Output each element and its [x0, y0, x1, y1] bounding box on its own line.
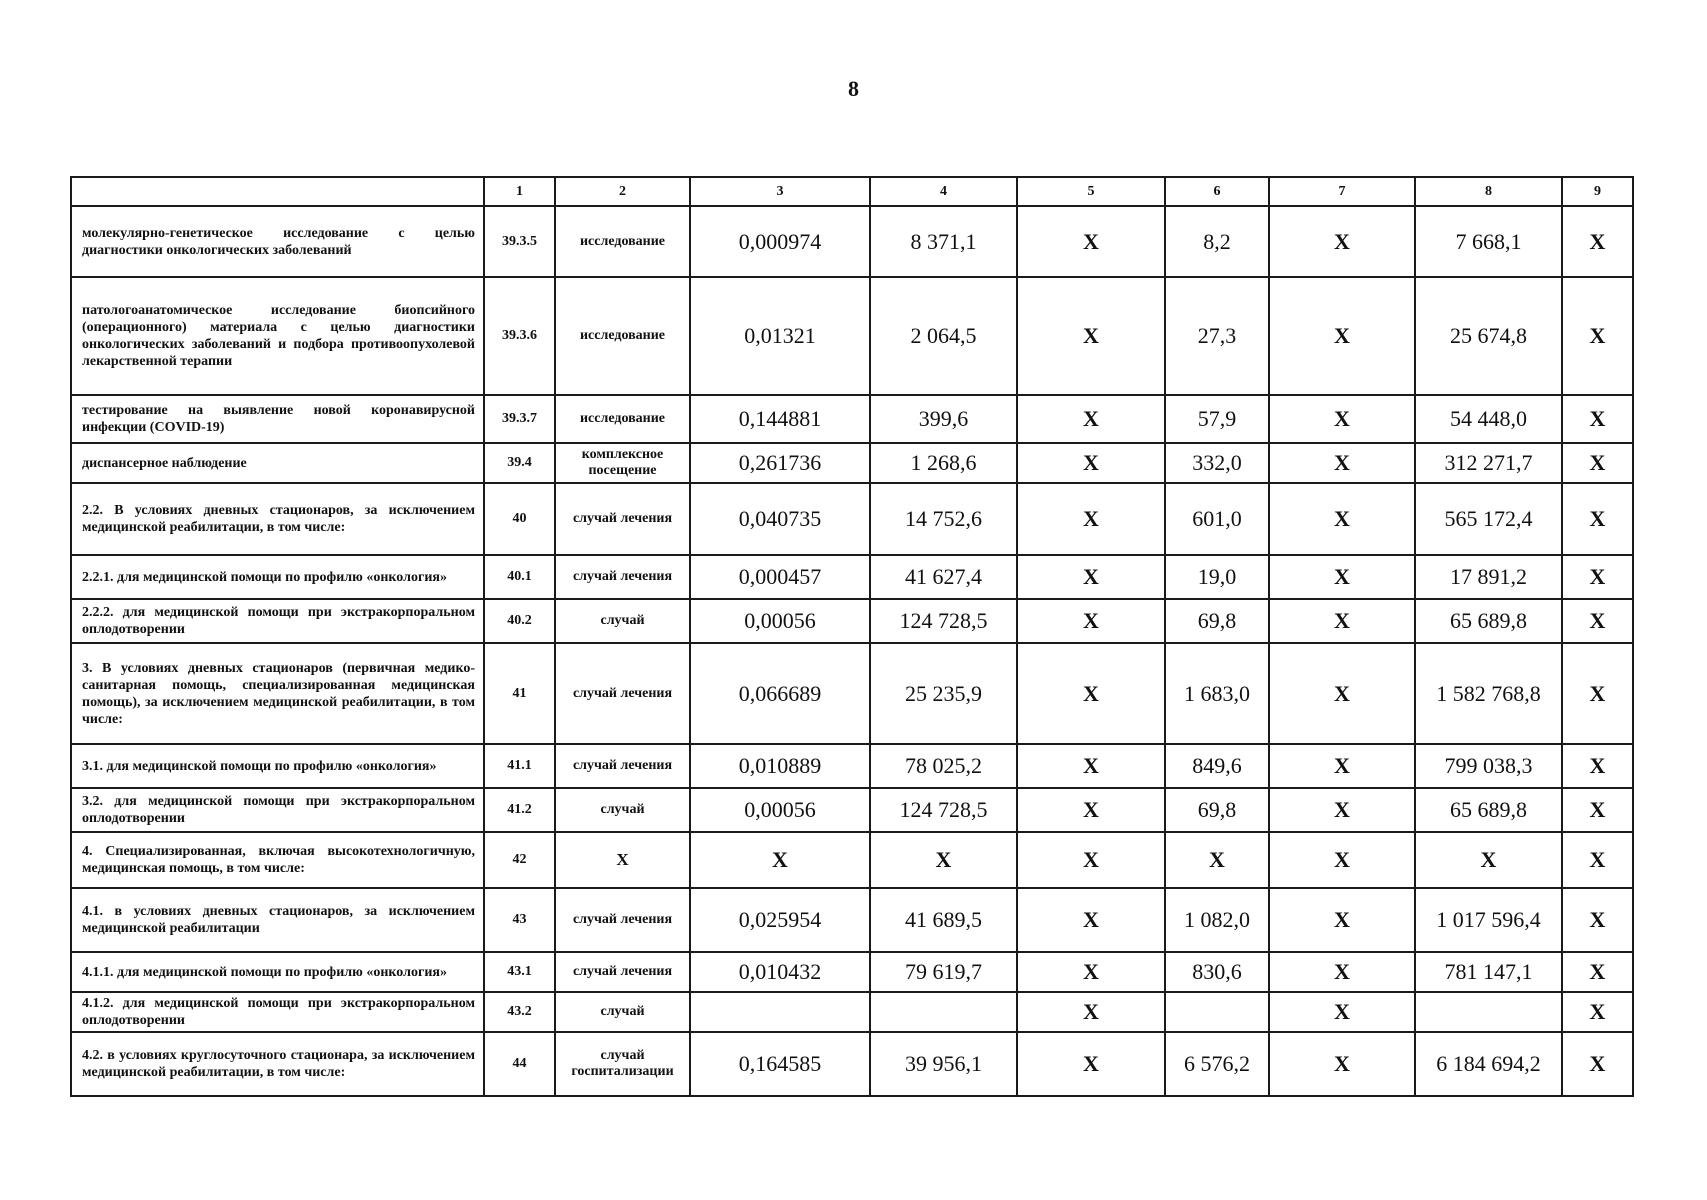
cell-code: 40.1	[484, 555, 555, 599]
cell-c8: 17 891,2	[1415, 555, 1562, 599]
cell-c6: 830,6	[1165, 952, 1269, 992]
cell-unit: случай лечения	[555, 643, 690, 744]
cell-unit: исследование	[555, 206, 690, 277]
cell-unit: исследование	[555, 395, 690, 443]
table-row	[71, 888, 1633, 952]
cell-unit: случай	[555, 788, 690, 832]
cell-c8: 312 271,7	[1415, 443, 1562, 483]
cell-c3: X	[690, 832, 870, 888]
cell-c8: 6 184 694,2	[1415, 1032, 1562, 1096]
cell-c5: X	[1017, 888, 1165, 952]
cell-unit: случай госпитализации	[555, 1032, 690, 1096]
cell-code: 39.3.6	[484, 277, 555, 395]
cell-desc: тестирование на выявление новой коронавирусной инфекции (COVID-19)	[71, 395, 484, 443]
header-cell: 7	[1269, 177, 1415, 206]
cell-c7: X	[1269, 395, 1415, 443]
cell-c4: 1 268,6	[870, 443, 1017, 483]
cell-c7: X	[1269, 992, 1415, 1032]
cell-c3: 0,010432	[690, 952, 870, 992]
cell-desc: патологоанатомическое исследование биопсийного (операционного) материала с целью диагностики онкологических заболеваний и подбора противоопухолевой лекарственной терапии	[71, 277, 484, 395]
cell-code: 40	[484, 483, 555, 555]
cell-c5: X	[1017, 992, 1165, 1032]
cell-c7: X	[1269, 744, 1415, 788]
cell-desc: 4.1.1. для медицинской помощи по профилю «онкология»	[71, 952, 484, 992]
cell-c7: X	[1269, 277, 1415, 395]
cell-c3: 0,164585	[690, 1032, 870, 1096]
table-row	[71, 992, 1633, 1032]
cell-unit: случай лечения	[555, 744, 690, 788]
cell-c7: X	[1269, 599, 1415, 643]
cell-c8	[1415, 992, 1562, 1032]
cell-c6: 69,8	[1165, 599, 1269, 643]
cell-c8: 65 689,8	[1415, 599, 1562, 643]
cell-c5: X	[1017, 483, 1165, 555]
cell-unit: случай лечения	[555, 483, 690, 555]
cell-c4: 39 956,1	[870, 1032, 1017, 1096]
cell-c9: X	[1562, 277, 1633, 395]
cell-c8: 781 147,1	[1415, 952, 1562, 992]
table-row	[71, 643, 1633, 744]
table-row	[71, 832, 1633, 888]
cell-code: 41	[484, 643, 555, 744]
cell-c9: X	[1562, 1032, 1633, 1096]
cell-c3: 0,066689	[690, 643, 870, 744]
cell-c4: 2 064,5	[870, 277, 1017, 395]
cell-c8: 7 668,1	[1415, 206, 1562, 277]
cell-unit: исследование	[555, 277, 690, 395]
cell-c7: X	[1269, 952, 1415, 992]
cell-c6: 849,6	[1165, 744, 1269, 788]
cell-c4: 124 728,5	[870, 788, 1017, 832]
cell-c9: X	[1562, 643, 1633, 744]
cell-c4: 41 689,5	[870, 888, 1017, 952]
cell-code: 43.1	[484, 952, 555, 992]
cell-c6: 57,9	[1165, 395, 1269, 443]
cell-c3: 0,261736	[690, 443, 870, 483]
cell-code: 41.2	[484, 788, 555, 832]
cell-c4: 25 235,9	[870, 643, 1017, 744]
cell-code: 39.4	[484, 443, 555, 483]
header-cell: 9	[1562, 177, 1633, 206]
cell-desc: 4.1. в условиях дневных стационаров, за исключением медицинской реабилитации	[71, 888, 484, 952]
header-cell: 4	[870, 177, 1017, 206]
cell-desc: 3.2. для медицинской помощи при экстракорпоральном оплодотворении	[71, 788, 484, 832]
cell-c9: X	[1562, 599, 1633, 643]
cell-c5: X	[1017, 277, 1165, 395]
cell-c6: 27,3	[1165, 277, 1269, 395]
cell-c3: 0,000457	[690, 555, 870, 599]
cell-desc: 2.2.1. для медицинской помощи по профилю «онкология»	[71, 555, 484, 599]
table-row	[71, 788, 1633, 832]
cell-code: 39.3.7	[484, 395, 555, 443]
table-row	[71, 744, 1633, 788]
cell-desc: 3.1. для медицинской помощи по профилю «онкология»	[71, 744, 484, 788]
page-number: 8	[848, 76, 859, 101]
cell-unit: случай лечения	[555, 888, 690, 952]
cell-c8: 54 448,0	[1415, 395, 1562, 443]
cell-c9: X	[1562, 744, 1633, 788]
table-row	[71, 443, 1633, 483]
header-cell: 2	[555, 177, 690, 206]
cell-c6: 601,0	[1165, 483, 1269, 555]
cell-c5: X	[1017, 395, 1165, 443]
cell-unit: случай	[555, 599, 690, 643]
column-number-row	[71, 177, 1633, 206]
cell-code: 41.1	[484, 744, 555, 788]
cell-c3: 0,144881	[690, 395, 870, 443]
cell-desc: диспансерное наблюдение	[71, 443, 484, 483]
cell-unit: X	[555, 832, 690, 888]
cell-c8: 799 038,3	[1415, 744, 1562, 788]
cell-c9: X	[1562, 395, 1633, 443]
table-row	[71, 555, 1633, 599]
cell-c6: 19,0	[1165, 555, 1269, 599]
cell-c3: 0,025954	[690, 888, 870, 952]
cell-unit: случай лечения	[555, 555, 690, 599]
table-row	[71, 206, 1633, 277]
cell-c5: X	[1017, 643, 1165, 744]
cell-c9: X	[1562, 888, 1633, 952]
header-cell: 8	[1415, 177, 1562, 206]
cell-c7: X	[1269, 555, 1415, 599]
cell-c5: X	[1017, 443, 1165, 483]
cell-desc: 4. Специализированная, включая высокотехнологичную, медицинская помощь, в том числе:	[71, 832, 484, 888]
cell-c9: X	[1562, 832, 1633, 888]
table-row	[71, 1032, 1633, 1096]
cell-c3: 0,00056	[690, 788, 870, 832]
cell-c3: 0,00056	[690, 599, 870, 643]
cell-c5: X	[1017, 744, 1165, 788]
cell-c7: X	[1269, 643, 1415, 744]
cell-c8: 1 017 596,4	[1415, 888, 1562, 952]
cell-c3	[690, 992, 870, 1032]
cell-desc: 2.2.2. для медицинской помощи при экстракорпоральном оплодотворении	[71, 599, 484, 643]
cell-c9: X	[1562, 206, 1633, 277]
header-cell: 1	[484, 177, 555, 206]
table-row	[71, 483, 1633, 555]
cell-c8: 25 674,8	[1415, 277, 1562, 395]
cell-code: 39.3.5	[484, 206, 555, 277]
header-cell	[71, 177, 484, 206]
cell-unit: случай	[555, 992, 690, 1032]
cell-c8: 565 172,4	[1415, 483, 1562, 555]
cell-c4	[870, 992, 1017, 1032]
cell-code: 44	[484, 1032, 555, 1096]
cell-c6: 1 082,0	[1165, 888, 1269, 952]
cell-c5: X	[1017, 599, 1165, 643]
cell-c6: 69,8	[1165, 788, 1269, 832]
cell-c5: X	[1017, 555, 1165, 599]
cell-code: 40.2	[484, 599, 555, 643]
table-row	[71, 952, 1633, 992]
cell-c4: 14 752,6	[870, 483, 1017, 555]
cell-c3: 0,040735	[690, 483, 870, 555]
cell-c3: 0,000974	[690, 206, 870, 277]
cell-c6: 6 576,2	[1165, 1032, 1269, 1096]
cell-c6: 332,0	[1165, 443, 1269, 483]
cell-c9: X	[1562, 992, 1633, 1032]
cell-code: 43	[484, 888, 555, 952]
cell-c6	[1165, 992, 1269, 1032]
header-cell: 3	[690, 177, 870, 206]
cell-desc: 2.2. В условиях дневных стационаров, за исключением медицинской реабилитации, в том числе:	[71, 483, 484, 555]
cell-c4: 399,6	[870, 395, 1017, 443]
cell-c4: 79 619,7	[870, 952, 1017, 992]
cell-c4: X	[870, 832, 1017, 888]
cell-unit: случай лечения	[555, 952, 690, 992]
cell-c7: X	[1269, 443, 1415, 483]
cell-c4: 78 025,2	[870, 744, 1017, 788]
header-cell: 6	[1165, 177, 1269, 206]
cell-c5: X	[1017, 952, 1165, 992]
cell-c4: 41 627,4	[870, 555, 1017, 599]
cell-c8: 1 582 768,8	[1415, 643, 1562, 744]
cell-desc: молекулярно-генетическое исследование с целью диагностики онкологических заболеваний	[71, 206, 484, 277]
cell-c9: X	[1562, 788, 1633, 832]
cell-c6: 1 683,0	[1165, 643, 1269, 744]
cell-desc: 4.1.2. для медицинской помощи при экстракорпоральном оплодотворении	[71, 992, 484, 1032]
cell-c7: X	[1269, 788, 1415, 832]
cell-code: 42	[484, 832, 555, 888]
cell-c6: X	[1165, 832, 1269, 888]
cell-c7: X	[1269, 483, 1415, 555]
cell-c5: X	[1017, 206, 1165, 277]
cell-c7: X	[1269, 832, 1415, 888]
cell-c4: 124 728,5	[870, 599, 1017, 643]
cell-c7: X	[1269, 1032, 1415, 1096]
cell-c5: X	[1017, 788, 1165, 832]
cell-c9: X	[1562, 555, 1633, 599]
cell-c9: X	[1562, 443, 1633, 483]
cell-c3: 0,01321	[690, 277, 870, 395]
cell-c8: X	[1415, 832, 1562, 888]
cell-c8: 65 689,8	[1415, 788, 1562, 832]
header-cell: 5	[1017, 177, 1165, 206]
cell-c9: X	[1562, 483, 1633, 555]
cell-c5: X	[1017, 832, 1165, 888]
table-row	[71, 277, 1633, 395]
cell-unit: комплексное посещение	[555, 443, 690, 483]
cell-desc: 4.2. в условиях круглосуточного стационара, за исключением медицинской реабилитации, в том числе:	[71, 1032, 484, 1096]
cell-c6: 8,2	[1165, 206, 1269, 277]
cell-c5: X	[1017, 1032, 1165, 1096]
cell-code: 43.2	[484, 992, 555, 1032]
table-row	[71, 599, 1633, 643]
cell-c4: 8 371,1	[870, 206, 1017, 277]
cell-c3: 0,010889	[690, 744, 870, 788]
cell-c7: X	[1269, 206, 1415, 277]
tariff-table	[70, 176, 1634, 1097]
cell-desc: 3. В условиях дневных стационаров (первичная медико-санитарная помощь, специализированная медицинская помощь), за исключением медицинской реабилитации, в том числе:	[71, 643, 484, 744]
cell-c9: X	[1562, 952, 1633, 992]
cell-c7: X	[1269, 888, 1415, 952]
table-row	[71, 395, 1633, 443]
